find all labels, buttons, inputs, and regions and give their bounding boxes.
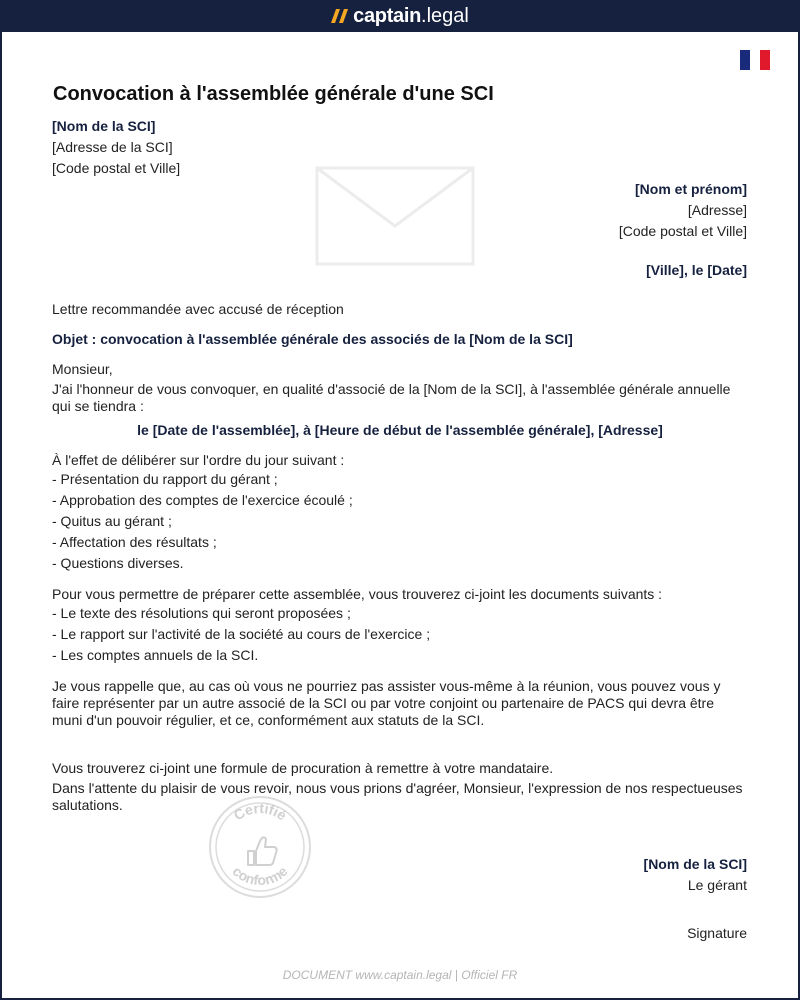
agenda-list [52,469,353,574]
envelope-watermark-icon [315,166,475,266]
recipient-city: [Code postal et Ville] [618,223,747,239]
meeting-details: le [Date de l'assemblée], à [Heure de début de l'assemblée générale], [Adresse] [137,422,663,438]
agenda-item: - Affectation des résultats ; [52,534,217,550]
certified-stamp-icon [208,795,312,899]
sender-address: [Adresse de la SCI] [52,139,173,155]
agenda-item: - Questions diverses. [52,555,184,571]
agenda-item: - Quitus au gérant ; [52,513,172,529]
stamp-bottom-text: conforme [229,862,291,889]
signer-name: [Nom de la SCI] [643,856,747,872]
signature-label: Signature [687,925,747,941]
svg-text:Certifié [231,800,290,824]
documents-intro: Pour vous permettre de préparer cette assemblée, vous trouverez ci-joint les documents suivants : [52,586,663,602]
france-flag-icon[interactable] [740,50,770,70]
sender-name: [Nom de la SCI] [52,118,156,134]
brand-name: captain [353,4,422,27]
closing-paragraph: Dans l'attente du plaisir de vous revoir, nous vous prions d'agréer, Monsieur, l'expression de nos respectueuses salutations. [52,780,743,813]
top-bar [0,0,800,32]
sender-city: [Code postal et Ville] [52,160,181,176]
letter-subject: Objet : convocation à l'assemblée générale des associés de la [Nom de la SCI] [52,331,573,347]
place-date: [Ville], le [Date] [646,262,747,278]
svg-text:conforme [230,863,291,888]
agenda-item: - Présentation du rapport du gérant ; [52,471,278,487]
document-item: - Le texte des résolutions qui seront proposées ; [52,605,351,621]
stamp-top-text: Certifié [230,799,290,824]
document-item: - Les comptes annuels de la SCI. [52,647,259,663]
brand-suffix: .legal [421,4,469,27]
captain-logo-icon [331,9,349,23]
delivery-mode: Lettre recommandée avec accusé de réception [52,301,344,317]
intro-paragraph: J'ai l'honneur de vous convoquer, en qualité d'associé de la [Nom de la SCI], à l'assemblée générale annuelle qui se tiendra : [52,381,731,414]
signer-role: Le gérant [687,877,747,893]
reminder-paragraph: Je vous rappelle que, au cas où vous ne pourriez pas assister vous-même à la réunion, vous pouvez vous y faire représenter par un autre associé de la SCI ou par votre conjoint ou partenaire de PACS qui devra être muni d'un pouvoir régulier, et ce, conformément aux statuts de la SCI. [52,678,721,728]
brand-logo[interactable] [331,5,469,28]
agenda-intro: À l'effet de délibérer sur l'ordre du jour suivant : [52,452,345,468]
document-item: - Le rapport sur l'activité de la société au cours de l'exercice ; [52,626,431,642]
recipient-name: [Nom et prénom] [635,181,747,197]
agenda-item: - Approbation des comptes de l'exercice écoulé ; [52,492,353,508]
page-title: Convocation à l'assemblée générale d'une SCI [53,83,494,105]
recipient-address: [Adresse] [687,202,747,218]
documents-list [52,603,430,666]
footer-note: DOCUMENT www.captain.legal | Officiel FR [282,968,518,982]
proxy-sentence: Vous trouverez ci-joint une formule de procuration à remettre à votre mandataire. [52,760,554,776]
salutation: Monsieur, [52,361,113,377]
